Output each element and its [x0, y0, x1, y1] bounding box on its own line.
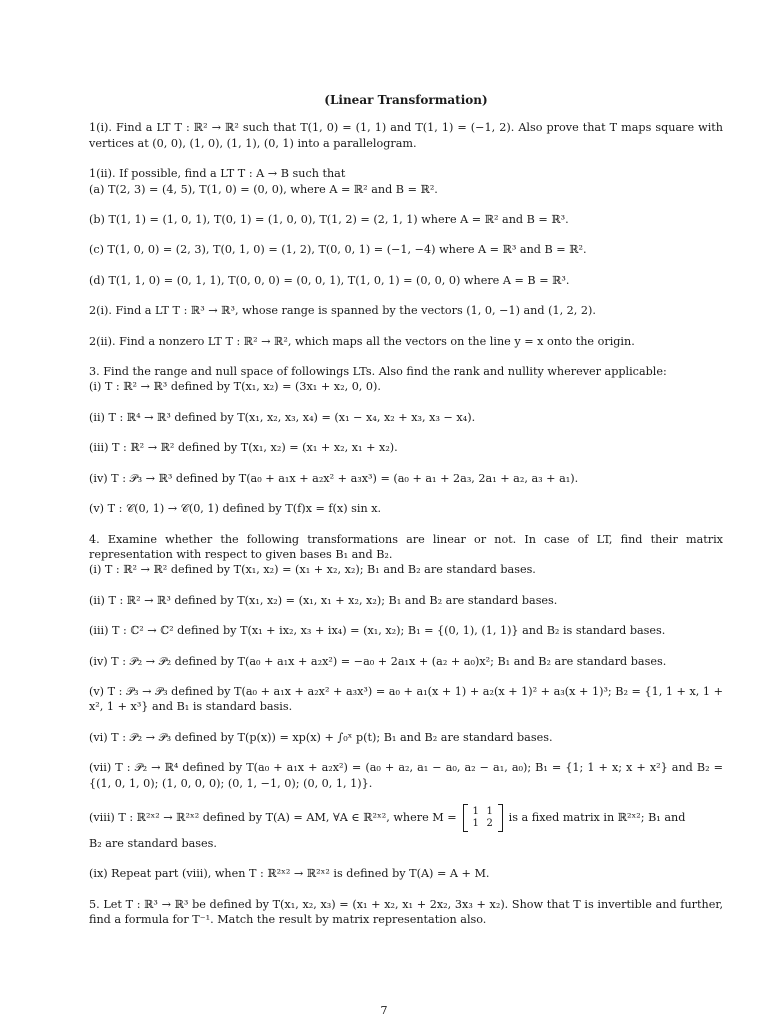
question-4-i: (i) T : ℝ² → ℝ² defined by T(x₁, x₂) = (x₁ + x₂, x₂); B₁ and B₂ are standard bases.: [89, 563, 536, 577]
question-4-viii-cont: B₂ are standard bases.: [89, 836, 217, 850]
matrix-row: [469, 806, 497, 818]
question-1i: 1(i). Find a LT T : ℝ² → ℝ² such that T(1, 0) = (1, 1) and T(1, 1) = (−1, 2). Also prove that T maps square with vertices at (0, 0), (1, 0), (1, 1), (0, 1) into a parallelogram.: [89, 121, 723, 150]
question-1ii-c: (c) T(1, 0, 0) = (2, 3), T(0, 1, 0) = (1, 2), T(0, 0, 1) = (−1, −4) where A = ℝ³ and B = ℝ².: [89, 243, 587, 257]
question-3-iii: (iii) T : ℝ² → ℝ² defined by T(x₁, x₂) = (x₁ + x₂, x₁ + x₂).: [89, 441, 398, 455]
question-4-intro: 4. Examine whether the following transformations are linear or not. In case of LT, find their matrix representation with respect to given bases B₁ and B₂.: [89, 532, 723, 561]
question-3-intro: 3. Find the range and null space of followings LTs. Also find the rank and nullity wherever applicable:: [89, 365, 667, 379]
question-1ii-intro: 1(ii). If possible, find a LT T : A → B such that: [89, 167, 346, 181]
matrix-cell: 1: [472, 805, 479, 817]
matrix-row: [469, 818, 497, 830]
document-page: [89, 93, 723, 943]
question-4-viii-post: is a fixed matrix in ℝ²ˣ²; B₁ and: [508, 811, 686, 825]
page-title: (Linear Transformation): [324, 93, 488, 107]
question-4-v: (v) T : 𝒫₃ → 𝒫₃ defined by T(a₀ + a₁x + a₂x² + a₃x³) = a₀ + a₁(x + 1) + a₂(x + 1)² + a₃(x + 1)³; B₂ = {1, 1 + x, 1 + x², 1 + x³} and B₁ is standard basis.: [89, 684, 723, 714]
question-4-vi: (vi) T : 𝒫₂ → 𝒫₃ defined by T(p(x)) = xp(x) + ∫₀ˣ p(t); B₁ and B₂ are standard bases.: [89, 730, 553, 744]
question-4-viii-pre: (viii) T : ℝ²ˣ² → ℝ²ˣ² defined by T(A) = AM, ∀A ∈ ℝ²ˣ², where M =: [89, 811, 457, 825]
question-4-viii: [89, 806, 723, 830]
matrix-cell: 2: [486, 817, 493, 829]
question-3-ii: (ii) T : ℝ⁴ → ℝ³ defined by T(x₁, x₂, x₃, x₄) = (x₁ − x₄, x₂ + x₃, x₃ − x₄).: [89, 410, 476, 424]
question-4-iii: (iii) T : ℂ² → ℂ² defined by T(x₁ + ix₂, x₃ + ix₄) = (x₁, x₂); B₁ = {(0, 1), (1, 1)} and B₂ is standard bases.: [89, 624, 666, 638]
matrix-m: [463, 806, 503, 830]
question-4-viii-line: [89, 806, 723, 830]
question-1ii-d: (d) T(1, 1, 0) = (0, 1, 1), T(0, 0, 0) = (0, 0, 1), T(1, 0, 1) = (0, 0, 0) where A = B = ℝ³.: [89, 273, 570, 287]
question-4-ii: (ii) T : ℝ² → ℝ³ defined by T(x₁, x₂) = (x₁, x₁ + x₂, x₂); B₁ and B₂ are standard bases.: [89, 593, 558, 607]
page-number: 7: [380, 1004, 388, 1017]
question-4-ix: (ix) Repeat part (viii), when T : ℝ²ˣ² → ℝ²ˣ² is defined by T(A) = A + M.: [89, 867, 490, 881]
matrix-cell: 1: [486, 805, 493, 817]
question-2i: 2(i). Find a LT T : ℝ³ → ℝ³, whose range is spanned by the vectors (1, 0, −1) and (1, 2, 2).: [89, 304, 596, 318]
matrix-cell: 1: [472, 817, 479, 829]
question-4-iv: (iv) T : 𝒫₂ → 𝒫₂ defined by T(a₀ + a₁x + a₂x²) = −a₀ + 2a₁x + (a₂ + a₀)x²; B₁ and B₂ are standard bases.: [89, 654, 667, 668]
question-3-v: (v) T : 𝒞(0, 1) → 𝒞(0, 1) defined by T(f)x = f(x) sin x.: [89, 502, 382, 516]
question-1ii-b: (b) T(1, 1) = (1, 0, 1), T(0, 1) = (1, 0, 0), T(1, 2) = (2, 1, 1) where A = ℝ² and B = ℝ³.: [89, 213, 569, 227]
question-5: 5. Let T : ℝ³ → ℝ³ be defined by T(x₁, x₂, x₃) = (x₁ + x₂, x₁ + 2x₂, 3x₃ + x₂). Show that T is invertible and further, find a formula for T⁻¹. Match the result by matrix representation also.: [89, 897, 723, 927]
question-4-vii: (vii) T : 𝒫₂ → ℝ⁴ defined by T(a₀ + a₁x + a₂x²) = (a₀ + a₂, a₁ − a₀, a₂ − a₁, a₀); B₁ = {1; 1 + x; x + x²} and B₂ = {(1, 0, 1, 0); (1, 0, 0, 0); (0, 1, −1, 0); (0, 0, 1, 1)}.: [89, 761, 723, 790]
question-2ii: 2(ii). Find a nonzero LT T : ℝ² → ℝ², which maps all the vectors on the line y = x onto the origin.: [89, 334, 635, 348]
question-3-iv: (iv) T : 𝒫₃ → ℝ³ defined by T(a₀ + a₁x + a₂x² + a₃x³) = (a₀ + a₁ + 2a₃, 2a₁ + a₂, a₃ + a₁).: [89, 471, 579, 485]
question-3-i: (i) T : ℝ² → ℝ³ defined by T(x₁, x₂) = (3x₁ + x₂, 0, 0).: [89, 380, 381, 394]
question-1ii-a: (a) T(2, 3) = (4, 5), T(1, 0) = (0, 0), where A = ℝ² and B = ℝ².: [89, 182, 438, 196]
